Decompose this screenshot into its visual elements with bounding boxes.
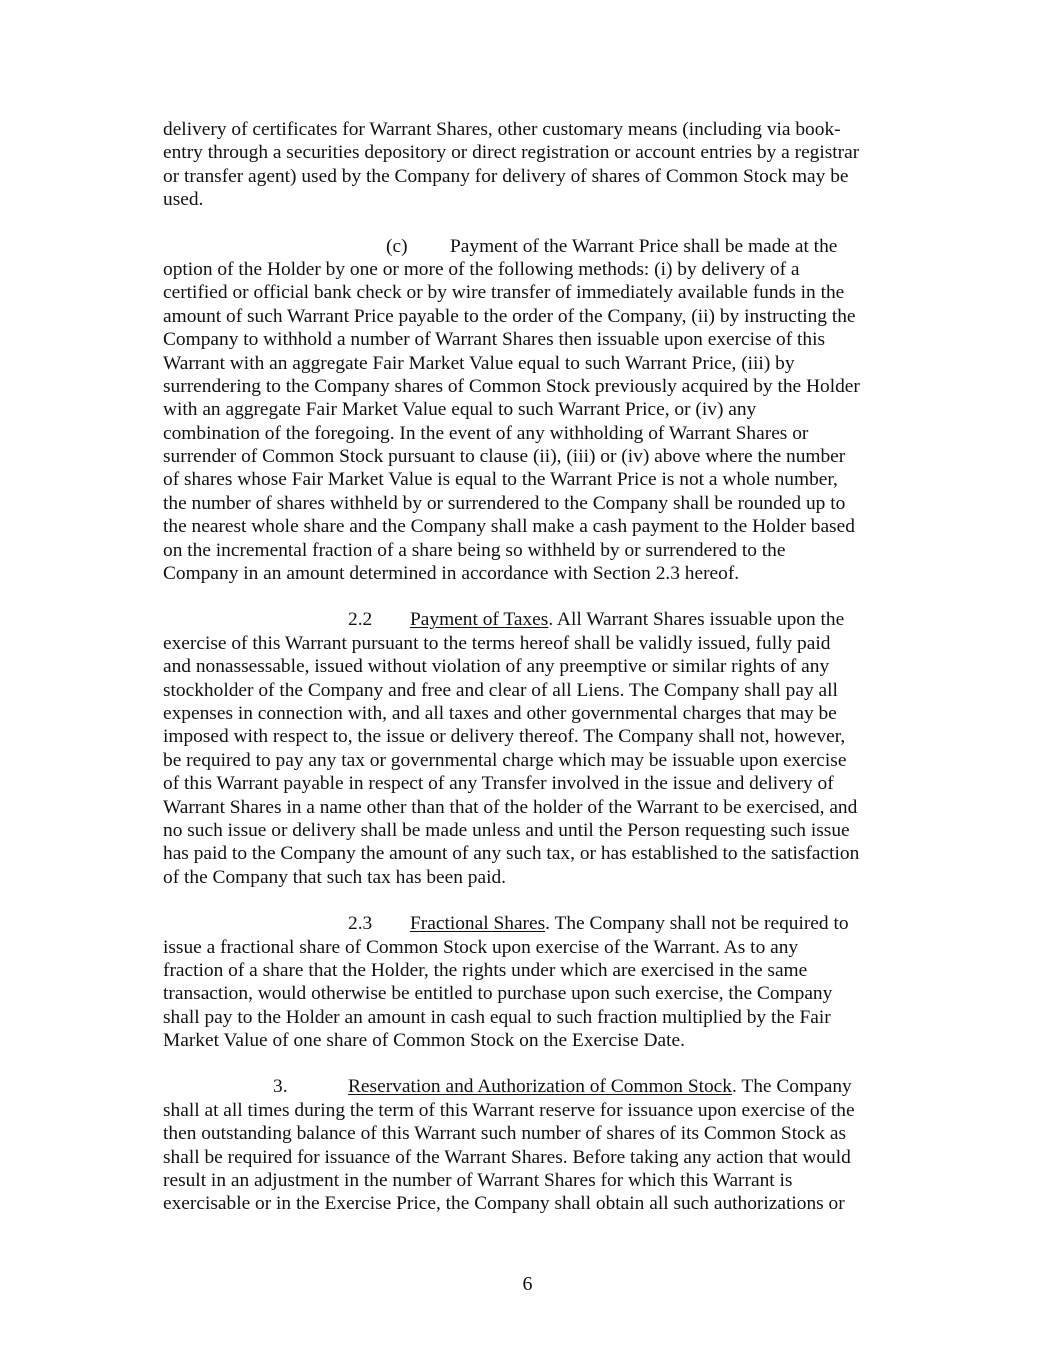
text-line: delivery of certificates for Warrant Shares, other customary means (including via book- <box>163 119 841 140</box>
section-heading: Payment of Taxes <box>410 609 549 631</box>
text-line: of this Warrant payable in respect of any Transfer involved in the issue and delivery of <box>163 773 834 795</box>
text-line: the number of shares withheld by or surrendered to the Company shall be rounded up to <box>163 492 846 514</box>
text-line: no such issue or delivery shall be made unless and until the Person requesting such issue <box>163 819 850 841</box>
section-3-reservation-and-authorization <box>163 1075 903 1215</box>
section-heading: Fractional Shares <box>410 913 546 935</box>
text-line: surrendering to the Company shares of Common Stock previously acquired by the Holder <box>163 375 860 397</box>
page-number: 6 <box>522 1273 533 1295</box>
text-line: on the incremental fraction of a share being so withheld by or surrendered to the <box>163 539 786 561</box>
section-number: 2.3 <box>348 913 373 935</box>
section-2-3-fractional-shares <box>163 912 903 1052</box>
text-line: transaction, would otherwise be entitled to purchase upon such exercise, the Company <box>163 983 833 1005</box>
section-first-line: . All Warrant Shares issuable upon the <box>548 609 845 631</box>
text-line: has paid to the Company the amount of any such tax, or has established to the satisfaction <box>163 843 860 865</box>
text-line: shall pay to the Holder an amount in cash equal to such fraction multiplied by the Fair <box>163 1006 831 1028</box>
section-number: 2.2 <box>348 609 373 631</box>
paragraph-spacer <box>163 1052 903 1075</box>
text-line: stockholder of the Company and free and clear of all Liens. The Company shall pay all <box>163 679 838 701</box>
text-line: surrender of Common Stock pursuant to clause (ii), (iii) or (iv) above where the number <box>163 446 846 468</box>
section-number: 3. <box>273 1076 288 1098</box>
paragraph-spacer <box>163 585 903 608</box>
section-heading: Reservation and Authorization of Common Stock <box>348 1076 732 1098</box>
text-line <box>163 235 903 258</box>
text-line <box>163 912 903 935</box>
text-line: shall be required for issuance of the Warrant Shares. Before taking any action that would <box>163 1146 851 1168</box>
text-line: then outstanding balance of this Warrant such number of shares of its Common Stock as <box>163 1123 847 1145</box>
text-line: entry through a securities depository or direct registration or account entries by a registrar <box>163 142 860 164</box>
text-line: exercise of this Warrant pursuant to the terms hereof shall be validly issued, fully paid <box>163 632 831 654</box>
text-line: Market Value of one share of Common Stock on the Exercise Date. <box>163 1030 685 1052</box>
text-line: amount of such Warrant Price payable to the order of the Company, (ii) by instructing the <box>163 305 856 327</box>
paragraph-c-payment-of-warrant-price <box>163 235 903 586</box>
text-line: Company to withhold a number of Warrant Shares then issuable upon exercise of this <box>163 329 826 351</box>
text-line: expenses in connection with, and all taxes and other governmental charges that may be <box>163 702 837 724</box>
text-line: of shares whose Fair Market Value is equal to the Warrant Price is not a whole number, <box>163 469 838 491</box>
text-line: Warrant Shares in a name other than that of the holder of the Warrant to be exercised, and <box>163 796 858 818</box>
document-page <box>163 118 903 1216</box>
text-line: of the Company that such tax has been paid. <box>163 866 507 888</box>
text-line <box>163 1075 903 1098</box>
text-line: combination of the foregoing. In the event of any withholding of Warrant Shares or <box>163 422 809 444</box>
text-line: the nearest whole share and the Company shall make a cash payment to the Holder based <box>163 516 855 538</box>
text-line: shall at all times during the term of this Warrant reserve for issuance upon exercise of the <box>163 1099 855 1121</box>
text-line: certified or official bank check or by wire transfer of immediately available funds in the <box>163 282 845 304</box>
paragraph-spacer <box>163 212 903 235</box>
clause-first-line: Payment of the Warrant Price shall be made at the <box>450 235 838 257</box>
text-line: Company in an amount determined in accordance with Section 2.3 hereof. <box>163 563 740 585</box>
text-line: used. <box>163 189 204 211</box>
text-line: issue a fractional share of Common Stock upon exercise of the Warrant. As to any <box>163 936 799 958</box>
text-line: imposed with respect to, the issue or delivery thereof. The Company shall not, however, <box>163 726 846 748</box>
section-first-line: . The Company <box>732 1076 852 1098</box>
text-line: option of the Holder by one or more of the following methods: (i) by delivery of a <box>163 258 800 280</box>
text-line: with an aggregate Fair Market Value equal to such Warrant Price, or (iv) any <box>163 399 757 421</box>
paragraph-delivery-continuation <box>163 118 903 212</box>
text-line: exercisable or in the Exercise Price, the Company shall obtain all such authorizations or <box>163 1193 845 1215</box>
text-line: result in an adjustment in the number of Warrant Shares for which this Warrant is <box>163 1170 793 1192</box>
text-line: fraction of a share that the Holder, the rights under which are exercised in the same <box>163 959 808 981</box>
section-first-line: . The Company shall not be required to <box>545 913 849 935</box>
paragraph-spacer <box>163 889 903 912</box>
text-line <box>163 608 903 631</box>
text-line: or transfer agent) used by the Company for delivery of shares of Common Stock may be <box>163 165 849 187</box>
text-line: Warrant with an aggregate Fair Market Value equal to such Warrant Price, (iii) by <box>163 352 795 374</box>
clause-marker: (c) <box>386 235 408 257</box>
text-line: and nonassessable, issued without violation of any preemptive or similar rights of any <box>163 656 830 678</box>
section-2-2-payment-of-taxes <box>163 608 903 889</box>
text-line: be required to pay any tax or governmental charge which may be issuable upon exercise <box>163 749 847 771</box>
